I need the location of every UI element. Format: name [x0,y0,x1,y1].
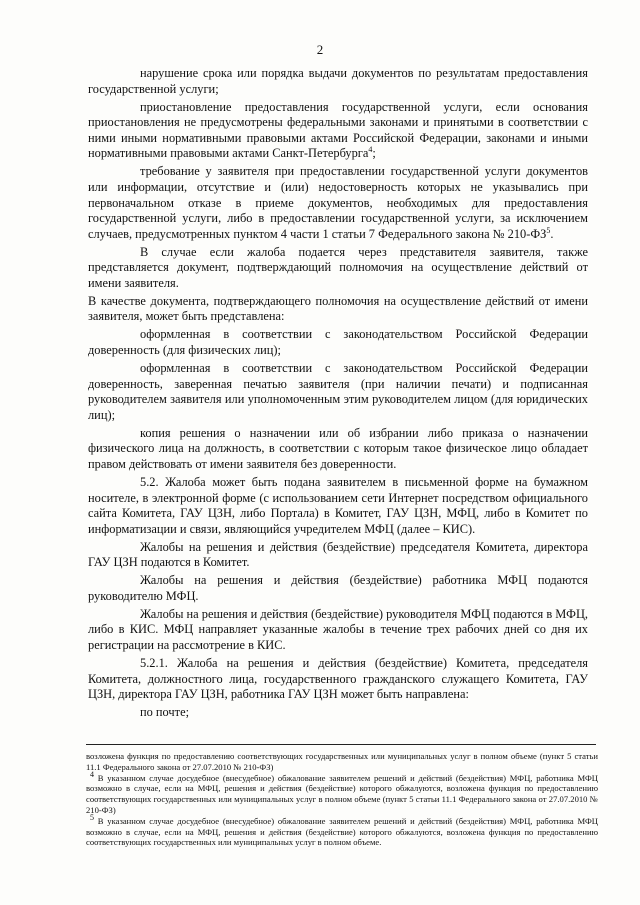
paragraph: В качестве документа, подтверждающего полномочия на осуществление действий от имени заявителя, может быть представлена: [88,293,588,324]
paragraph: нарушение срока или порядка выдачи документов по результатам предоставления государственной услуги; [88,66,588,96]
paragraph: Жалобы на решения и действия (бездействие) руководителя МФЦ подаются в МФЦ, либо в КИС. МФЦ направляет указанные жалобы в течение трех рабочих дней со дня их регистрации на рассмотрение в КИС. [88,606,588,653]
paragraph: В случае если жалоба подается через представителя заявителя, также представляется документ, подтверждающий полномочия на осуществление действий от имени заявителя. [88,244,588,290]
footnote-mark: 5 [90,812,94,822]
footnote-5 [86,812,598,848]
page-number: 2 [316,42,324,57]
main-text [88,66,588,723]
footnote-4 [86,769,598,816]
paragraph: оформленная в соответствии с законодательством Российской Федерации доверенность (для физических лиц); [88,327,588,358]
paragraph: 5.2. Жалоба может быть подана заявителем в письменной форме на бумажном носителе, в электронной форме (с использованием сети Интернет посредством официального сайта Комитета, ГАУ ЦЗН, либо Портала) в Комитет, ГАУ ЦЗН, МФЦ, либо в Комитет по информатизации и связи, являющийся учредителем МФЦ (далее – КИС). [88,474,588,536]
footnote-mark: 4 [90,769,94,779]
footnote-ref: 4 [368,145,373,155]
paragraph: копия решения о назначении или об избрании либо приказа о назначении физического лица на должность, в соответствии с которым такое физическое лицо обладает правом действовать от имени заявителя без доверенности. [88,425,588,471]
paragraph [88,100,588,162]
footnote-text: В указанном случае досудебное (внесудебное) обжалование заявителем решений и действий (бездействия) МФЦ, работника МФЦ возможно в случае, если на МФЦ, решения и действия (бездействие) которого обжалуются, возложена функция по предоставлению соответствующих государственных или муниципальных услуг в полном объеме. [86,815,598,848]
footnote-text: В указанном случае досудебное (внесудебное) обжалование заявителем решений и действий (бездействия) МФЦ, работника МФЦ возможно в случае, если на МФЦ, решения и действия (бездействие) которого обжалуются, возложена функция по предоставлению соответствующих государственных или муниципальных услуг в полном объеме (пункт 5 статьи 11.1 Федерального закона от 27.07.2010 № 210-ФЗ) [86,772,598,815]
punctuation: ; [372,146,376,161]
footnotes [86,751,598,848]
punctuation: . [550,226,554,241]
paragraph: Жалобы на решения и действия (бездействие) работника МФЦ подаются руководителю МФЦ. [88,573,588,603]
paragraph: Жалобы на решения и действия (бездействие) председателя Комитета, директора ГАУ ЦЗН подаются в Комитет. [88,539,588,570]
paragraph: 5.2.1. Жалоба на решения и действия (бездействие) Комитета, председателя Комитета, должностного лица, государственного гражданского служащего Комитета, ГАУ ЦЗН, директора ГАУ ЦЗН, работника ГАУ ЦЗН может быть направлена: [88,656,588,702]
footnote-divider [86,744,596,745]
paragraph-text: требование у заявителя при предоставлении государственной услуги документов или информации, отсутствие и (или) недостоверность которых не указывались при первоначальном отказе в приеме документов, необходимых для предоставления государственной услуги, либо в предоставлении государственной услуги, за исключением случаев, предусмотренных пунктом 4 части 1 статьи 7 Федерального закона № 210-ФЗ [88,164,588,241]
paragraph: оформленная в соответствии с законодательством Российской Федерации доверенность, заверенная печатью заявителя (при наличии печати) и подписанная руководителем заявителя или уполномоченным этим руководителем лицом (для юридических лиц); [88,361,588,422]
paragraph [88,164,588,242]
footnote-continuation: возложена функция по предоставлению соответствующих государственных или муниципальных услуг в полном объеме (пункт 5 статьи 11.1 Федерального закона от 27.07.2010 № 210-ФЗ) [86,751,598,772]
footnote-ref: 5 [546,225,551,235]
paragraph: по почте; [140,705,190,720]
paragraph-text: приостановление предоставления государственной услуги, если основания приостановления не предусмотрены федеральными законами и принятыми в соответствии с ними иными нормативными правовыми актами Российской Федерации, законами и иными нормативными правовыми актами Санкт-Петербурга [88,99,588,161]
